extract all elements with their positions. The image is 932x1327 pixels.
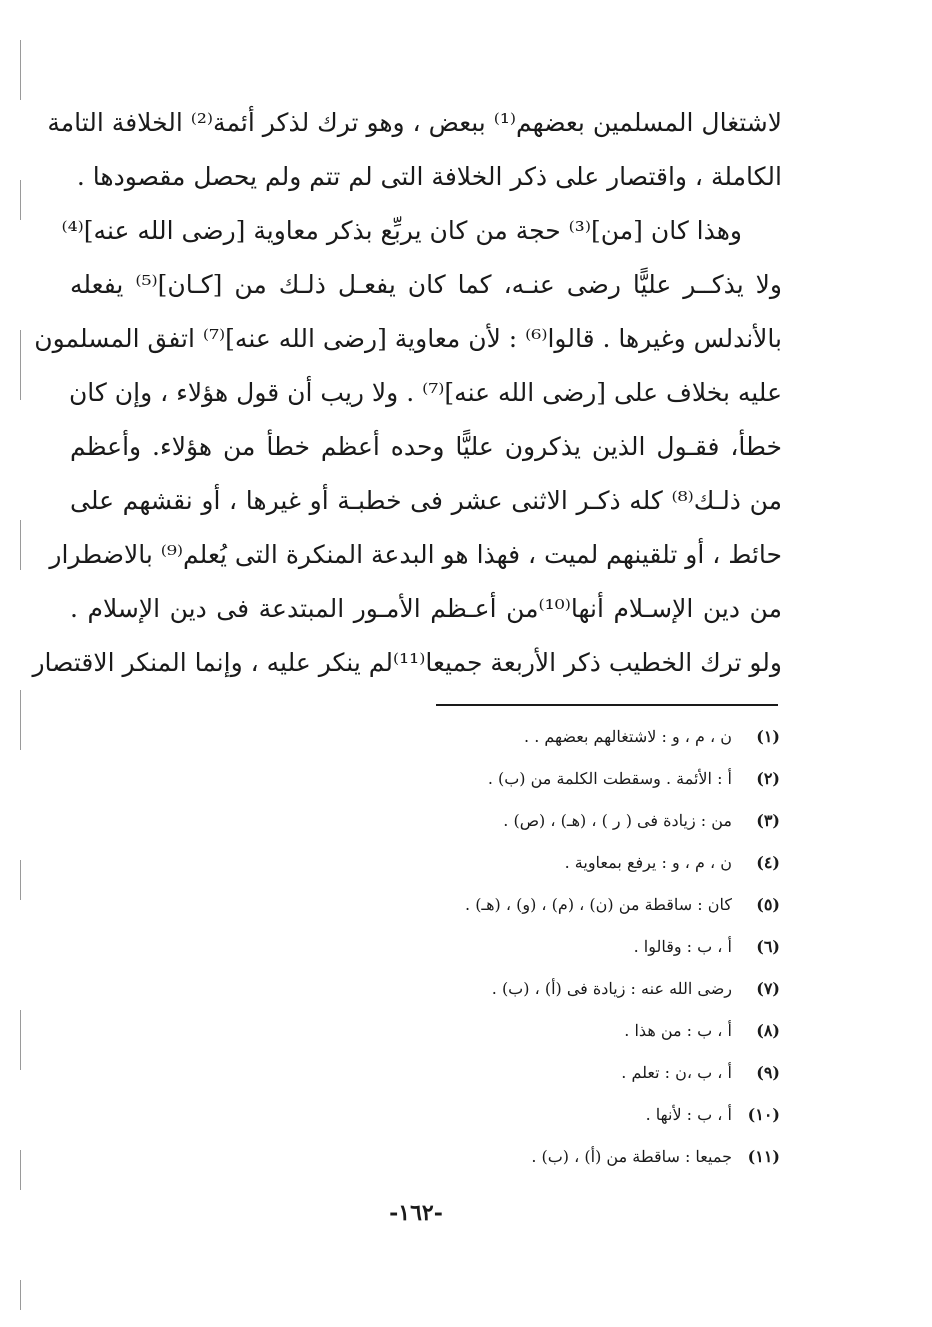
page-number: -١٦٢-	[389, 1200, 443, 1226]
footnote-number: (٥)	[756, 895, 780, 914]
footnote-text: أ ، ب : وقالوا .	[633, 937, 732, 956]
footnotes-list	[300, 716, 780, 1178]
body-line: ولو ترك الخطيب ذكر الأربعة جميعا⁽¹¹⁾لم ينكر عليه ، وإنما المنكر الاقتصار	[32, 648, 782, 677]
footnote-number: (٤)	[756, 853, 780, 872]
body-line: من دين الإسـلام أنها⁽¹⁰⁾من أعـظم الأمـور المبتدعة فى دين الإسلام .	[70, 594, 782, 623]
footnote-number: (٣)	[756, 811, 780, 830]
body-line: لاشتغال المسلمين بعضهم⁽¹⁾ ببعض ، وهو ترك لذكر أئمة⁽²⁾ الخلافة التامة	[47, 108, 782, 137]
body-line: من ذلـك⁽⁸⁾ كله ذكـر الاثنى عشر فى خطبـة أو غيرها ، أو نقشهم على	[70, 486, 783, 515]
footnote-item	[300, 842, 780, 884]
body-line: بالأندلس وغيرها . قالوا⁽⁶⁾ : لأن معاوية [رضى الله عنه]⁽⁷⁾ اتفق المسلمون	[34, 324, 782, 353]
footnote-text: جميعا : ساقطة من (أ) ، (ب) .	[531, 1147, 732, 1166]
footnote-item	[300, 926, 780, 968]
body-line: عليه بخلاف على [رضى الله عنه]⁽⁷⁾ . ولا ريب أن قول هؤلاء ، وإن كان	[68, 378, 782, 407]
footnote-item	[300, 884, 780, 926]
footnote-item	[300, 758, 780, 800]
footnote-text: أ ، ب ،ن : تعلم .	[621, 1063, 732, 1082]
body-line: وهذا كان [من]⁽³⁾ حجة من كان يربِّع بذكر معاوية [رضى الله عنه]⁽⁴⁾	[61, 216, 742, 245]
footnote-text: رضى الله عنه : زيادة فى (أ) ، (ب) .	[491, 979, 732, 998]
footnote-number: (٩)	[756, 1063, 780, 1082]
footnote-item	[300, 968, 780, 1010]
footnote-text: من : زيادة فى ( ر ) ، (هـ) ، (ص) .	[503, 811, 732, 830]
footnote-separator	[436, 704, 778, 706]
footnote-number: (٨)	[756, 1021, 780, 1040]
body-line: الكاملة ، واقتصار على ذكر الخلافة التى لم تتم ولم يحصل مقصودها .	[76, 162, 782, 191]
footnote-item	[300, 1052, 780, 1094]
footnote-item	[300, 1094, 780, 1136]
body-line: خطأ، فقـول الذين يذكرون عليًّا وحده أعظم خطأ من هؤلاء. وأعظم	[70, 432, 782, 461]
footnote-item	[300, 1010, 780, 1052]
footnote-item	[300, 716, 780, 758]
footnote-text: ن ، م ، و : لاشتغالهم بعضهم . .	[524, 727, 732, 746]
footnote-number: (١١)	[747, 1147, 780, 1166]
main-text-body	[32, 96, 783, 690]
footnote-number: (٢)	[756, 769, 780, 788]
footnote-item	[300, 1136, 780, 1178]
footnote-number: (٦)	[756, 937, 780, 956]
scan-edge-marks	[0, 0, 28, 1327]
footnote-number: (١٠)	[747, 1105, 780, 1124]
footnote-number: (١)	[756, 727, 780, 746]
footnote-item	[300, 800, 780, 842]
body-line: ولا يذكــر عليًّا رضى عنـه، كما كان يفعـل ذلـك من [كـان]⁽⁵⁾ يفعله	[70, 270, 782, 299]
footnote-number: (٧)	[756, 979, 780, 998]
footnote-text: أ : الأئمة . وسقطت الكلمة من (ب) .	[487, 769, 732, 788]
footnote-text: ن ، م ، و : يرفع بمعاوية .	[564, 853, 732, 872]
footnote-text: كان : ساقطة من (ن) ، (م) ، (و) ، (هـ) .	[465, 895, 732, 914]
footnote-text: أ ، ب : من هذا .	[624, 1021, 732, 1040]
body-line: حائط ، أو تلقينهم لميت ، فهذا هو البدعة المنكرة التى يُعلم⁽⁹⁾ بالاضطرار	[49, 540, 782, 569]
footnote-text: أ ، ب : لأنها .	[645, 1105, 732, 1124]
